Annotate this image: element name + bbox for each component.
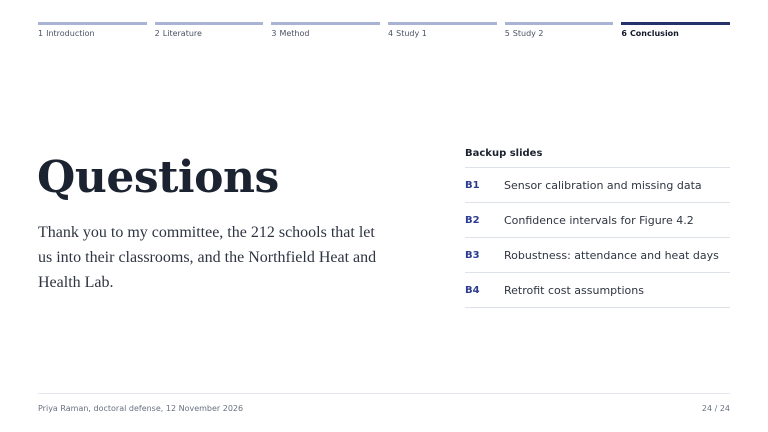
step-label: Method	[279, 29, 310, 38]
backup-code: B3	[465, 249, 480, 261]
step-label: Study 1	[396, 29, 427, 38]
backup-slides-heading: Backup slides	[465, 147, 730, 168]
section-progress-nav	[38, 22, 730, 42]
step-number: 3	[271, 29, 277, 38]
step-label: Conclusion	[629, 29, 679, 38]
backup-label: Sensor calibration and missing data	[504, 178, 702, 192]
backup-item-b3[interactable]	[465, 238, 730, 273]
step-number: 2	[154, 29, 160, 38]
backup-slides-list	[465, 147, 730, 308]
backup-label: Retrofit cost assumptions	[504, 283, 644, 297]
progress-step-study-2[interactable]	[505, 22, 614, 42]
backup-label: Confidence intervals for Figure 4.2	[504, 213, 694, 227]
progress-step-literature[interactable]	[155, 22, 264, 42]
slide-title: Questions	[37, 152, 279, 203]
step-label: Introduction	[46, 29, 95, 38]
step-label: Literature	[162, 29, 202, 38]
step-number: 6	[621, 29, 627, 38]
progress-step-introduction[interactable]	[38, 22, 147, 42]
step-number: 4	[388, 29, 394, 38]
step-number: 5	[504, 29, 510, 38]
progress-step-study-1[interactable]	[388, 22, 497, 42]
step-label: Study 2	[512, 29, 544, 38]
progress-step-method[interactable]	[271, 22, 380, 42]
backup-item-b1[interactable]	[465, 168, 730, 203]
backup-code: B2	[465, 214, 480, 226]
presenter-info: Priya Raman, doctoral defense, 12 November 2026	[38, 404, 244, 413]
backup-item-b4[interactable]	[465, 273, 730, 308]
backup-item-b2[interactable]	[465, 203, 730, 238]
progress-step-conclusion[interactable]	[621, 22, 730, 42]
slide-footer	[38, 393, 730, 413]
acknowledgement-text: Thank you to my committee, the 212 schools that let us into their classrooms, and the Northfield Heat and Health Lab.	[38, 224, 377, 291]
backup-label: Robustness: attendance and heat days	[504, 248, 719, 262]
step-number: 1	[38, 29, 44, 38]
backup-code: B1	[465, 179, 480, 191]
backup-code: B4	[465, 284, 480, 296]
page-counter: 24 / 24	[701, 404, 730, 413]
